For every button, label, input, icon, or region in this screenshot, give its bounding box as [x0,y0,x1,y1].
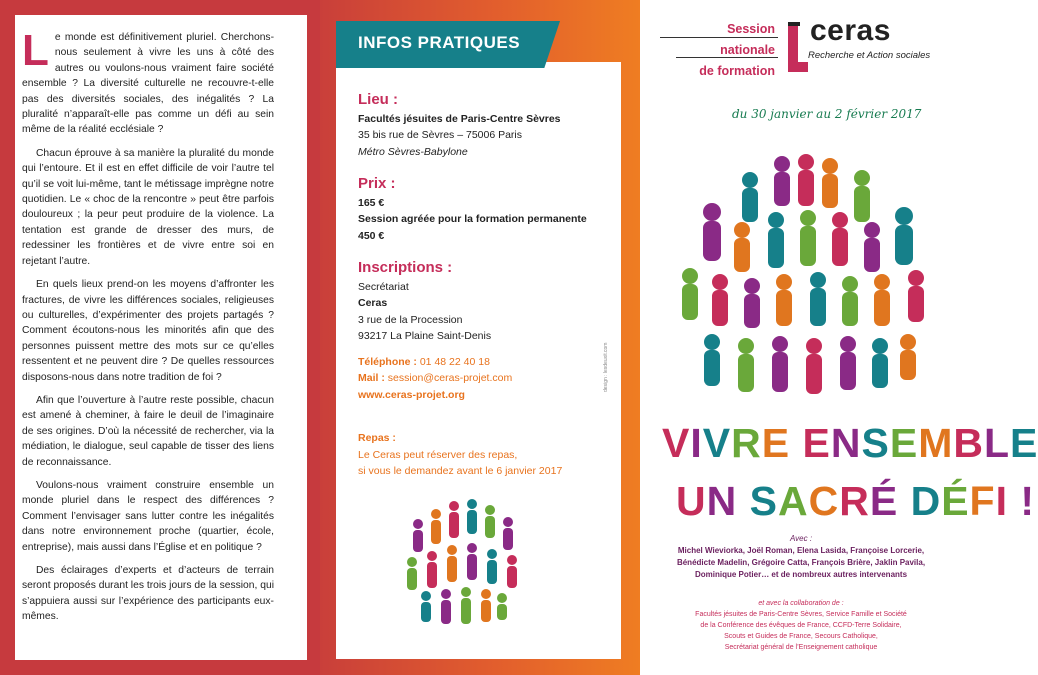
title-letter: V [702,420,732,466]
inscriptions-line: 3 rue de la Procession [358,313,463,326]
header-rule [676,57,778,58]
mail-row [358,370,512,387]
intro-paragraph: Afin que l’ouverture à l’autre reste possible, chacun est amené à cheminer, à faire le deuil de l’imaginaire de ses origines. D’où la nécessité de rechercher, via la médiation, le dialogue, seul capable de tisser des liens de reconnaissance. [22,394,274,468]
lieu-metro: Métro Sèvres-Babylone [358,145,468,158]
collab-line: Scouts et Guides de France, Secours Catholique, [724,633,878,640]
title-letter: I [690,420,703,466]
ceras-brand: ceras [810,14,891,47]
title-letter: U [676,478,707,524]
mail-link[interactable]: session@ceras-projet.com [387,372,513,384]
intro-paragraph: Voulons-nous vraiment construire ensemble un monde pluriel dans le respect des différences ? Comment l’envisager sans lutter contre les inégalités dans notre environnement proche (quartier, école, entreprise), mais aussi dans l’Église et en politique ? [22,479,274,553]
repas-heading: Repas : [358,432,396,444]
inscriptions-section [358,260,512,403]
title-letter: E [761,420,791,466]
phone-number[interactable]: 01 48 22 40 18 [419,355,490,368]
speakers-block [641,533,961,581]
title-letter [1008,478,1020,524]
lieu-heading: Lieu : [358,91,398,108]
title-letter: I [995,478,1008,524]
dropcap: L [22,26,49,75]
title-letter: É [941,478,970,524]
collaboration-block [641,598,961,653]
session-dates: du 30 janvier au 2 février 2017 [732,107,922,121]
title-letter: E [889,420,919,466]
title-letter: F [969,478,996,524]
title-letter: N [830,420,862,466]
intro-paragraph: Le monde est définitivement pluriel. Cherchons-nous seulement à vivre les uns à côté des autres ou voulons-nous vraiment faire société ensemble ? La diversité culturelle ne recouvre-t-elle pas des diversités sociales, des inégalités ? La pluralité n’apparaît-elle pas comme un défi au sein même de la réalité ecclésiale ? [22,26,274,136]
ceras-tagline: Recherche et Action sociales [808,50,931,61]
collab-line: Facultés jésuites de Paris-Centre Sèvres, Service Famille et Société [695,611,907,618]
speakers-line: Bénédicte Madelin, Grégoire Catta, François Brière, Jaklin Pavila, [676,558,926,567]
people-circle-small-illustration [398,484,528,634]
avec-label: Avec : [789,534,813,543]
repas-section [358,430,562,480]
title-letter: E [802,420,831,466]
speakers-line: Dominique Potier… et de nombreux autres intervenants [694,570,908,579]
session-line: nationale [720,43,775,57]
lieu-address: 35 bis rue de Sèvres – 75006 Paris [358,129,523,141]
intro-paragraph: Chacun éprouve à sa manière la pluralité du monde qui l’entoure. Et il est en effet difficile de voir l’autre tel qu’il se voit lui-même, tant le métissage imprègne notre quotidien. Le « choc de la rencontre » peut être parfois douloureux ; la peur peut produire de la violence. La tentation est grande de dresser des murs, de redessiner les frontières et de vivre entre soi en rejetant l’autre. [22,147,274,267]
title-letter [737,478,749,524]
design-credit: design : lesdeuxit.com [603,342,609,392]
inscriptions-heading: Inscriptions : [358,259,453,276]
title-letter: D [910,478,942,524]
phone-label: Téléphone : [358,355,417,368]
inscriptions-org: Ceras [358,297,388,309]
repas-line: Le Ceras peut réserver des repas, [358,448,518,461]
inscriptions-line: Secrétariat [358,280,409,293]
title-letter: R [839,478,870,524]
infos-title: INFOS PRATIQUES [358,33,521,52]
intro-paragraph: Des éclairages d’experts et d’acteurs de terrain seront proposés durant les trois jours de la session, qui s’appuiera aussi sur l’expérience des participants eux-mêmes. [22,565,274,623]
people-circle-illustration [672,150,942,412]
title-letter: V [662,420,691,466]
header-rule [660,37,778,38]
lieu-name: Facultés jésuites de Paris-Centre Sèvres [358,112,561,125]
title-letter: S [861,420,890,466]
title-letter: É [869,478,899,524]
speakers-line: Michel Wieviorka, Joël Roman, Elena Lasida, Françoise Lorcerie, [677,546,925,555]
ceras-logo-icon [786,22,810,74]
collab-line: de la Conférence des évêques de France, CCFD-Terre Solidaire, [700,622,902,629]
title-letter: L [983,420,1010,466]
title-line-1 [662,420,1038,467]
title-letter: R [731,420,762,466]
intro-paragraph: En quels lieux prend-on les moyens d’affronter les fractures, de vivre les différences sociales, religieuses ou culturelles, d’expérimenter des projets partagés ? Comment écoutons-nous les minorités afin que des personnes puissent mettre des mots sur ce qu’elles ressentent et ne peuvent dire ? De quelles ressources disposons-nous dans notre tradition de foi ? [22,279,274,383]
web-link[interactable]: www.ceras-projet.org [358,388,465,401]
inscriptions-line: 93217 La Plaine Saint-Denis [358,330,492,342]
title-letter: S [749,478,778,524]
repas-line: si vous le demandez avant le 6 janvier 2017 [358,465,563,477]
title-letter: N [706,478,738,524]
intro-text [22,26,274,633]
session-line: Session [727,22,775,36]
title-letter: B [953,420,984,466]
phone-row [358,354,512,371]
price-1: 165 € [358,196,385,209]
collab-line: Secrétariat général de l’Enseignement catholique [724,644,878,651]
title-letter: ! [1020,478,1036,524]
session-line: de formation [699,64,775,78]
prix-heading: Prix : [358,175,396,192]
title-letter: M [918,420,954,466]
title-letter [898,478,910,524]
title-letter: C [808,478,840,524]
lieu-section [358,92,561,160]
title-letter: E [1010,420,1038,466]
title-letter: A [777,478,809,524]
mail-label: Mail : [358,372,385,384]
collab-label: et avec la collaboration de : [758,600,844,607]
price-2: 450 € [358,229,385,242]
title-line-2 [676,478,1035,525]
title-letter [790,420,802,466]
prix-section [358,176,587,244]
price-note: Session agréée pour la formation permanente [358,213,587,225]
